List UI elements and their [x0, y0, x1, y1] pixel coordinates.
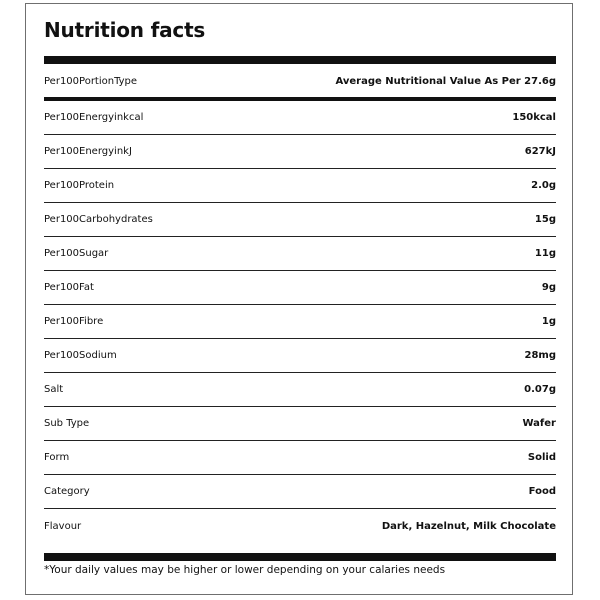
nutrition-row [44, 305, 556, 339]
row-label: Salt [44, 384, 64, 395]
nutrition-row [44, 271, 556, 305]
nutrition-row [44, 135, 556, 169]
top-divider-bar [44, 56, 556, 64]
portion-type-row [44, 64, 556, 98]
nutrition-row [44, 203, 556, 237]
row-label: Per100EnergyinkJ [44, 146, 132, 157]
row-label: Per100Protein [44, 180, 115, 191]
row-label: Category [44, 486, 90, 497]
row-label: Per100Carbohydrates [44, 214, 153, 225]
row-label: Per100Energyinkcal [44, 112, 144, 123]
nutrition-row [44, 101, 556, 135]
row-label: Flavour [44, 520, 82, 532]
row-value: 9g [541, 282, 556, 293]
bottom-divider-bar [44, 553, 556, 561]
nutrition-rows [44, 101, 556, 543]
nutrition-row [44, 169, 556, 203]
nutrition-row [44, 509, 556, 543]
nutrition-row [44, 441, 556, 475]
row-value: 150kcal [512, 112, 556, 123]
nutrition-row [44, 339, 556, 373]
portion-type-label: Per100PortionType [44, 75, 138, 87]
row-label: Per100Fibre [44, 316, 104, 327]
nutrition-row [44, 373, 556, 407]
row-value: 28mg [524, 350, 556, 361]
row-label: Sub Type [44, 418, 90, 429]
row-value: 2.0g [531, 180, 556, 191]
row-value: 0.07g [524, 384, 556, 395]
row-value: Solid [527, 452, 556, 463]
row-value: Food [528, 486, 556, 497]
nutrition-facts-panel [25, 3, 573, 595]
row-label: Per100Sodium [44, 350, 117, 361]
row-label: Form [44, 452, 70, 463]
nutrition-row [44, 407, 556, 441]
row-value: Dark, Hazelnut, Milk Chocolate [381, 520, 556, 532]
row-value: 627kJ [524, 146, 556, 157]
portion-type-value: Average Nutritional Value As Per 27.6g [335, 75, 556, 87]
row-label: Per100Sugar [44, 248, 109, 259]
row-value: Wafer [522, 418, 556, 429]
panel-title: Nutrition facts [44, 18, 206, 42]
row-value: 11g [534, 248, 556, 259]
nutrition-row [44, 475, 556, 509]
row-label: Per100Fat [44, 282, 94, 293]
row-value: 15g [534, 214, 556, 225]
footnote: *Your daily values may be higher or lower depending on your calaries needs [44, 564, 446, 576]
nutrition-row [44, 237, 556, 271]
row-value: 1g [541, 316, 556, 327]
